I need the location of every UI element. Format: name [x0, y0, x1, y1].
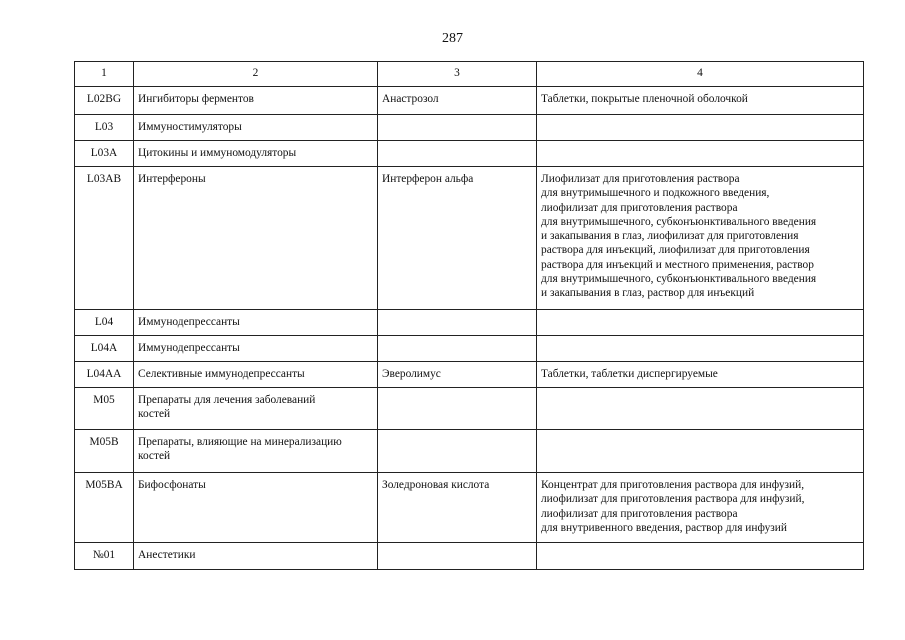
dosage-forms-cell — [537, 388, 864, 430]
column-number-2: 2 — [134, 62, 378, 87]
substance-cell — [378, 336, 537, 362]
dosage-forms-cell — [537, 430, 864, 473]
atc-code-cell: M05 — [75, 388, 134, 430]
substance-cell: Эверолимус — [378, 362, 537, 388]
group-name-cell: Селективные иммунодепрессанты — [134, 362, 378, 388]
substance-cell — [378, 388, 537, 430]
group-name-cell: Препараты для лечения заболеваний костей — [134, 388, 378, 430]
group-name-cell: Иммунодепрессанты — [134, 310, 378, 336]
table-header-row — [75, 62, 864, 87]
dosage-forms-cell — [537, 310, 864, 336]
dosage-forms-cell — [537, 543, 864, 570]
group-name-cell: Иммунодепрессанты — [134, 336, 378, 362]
table-row — [75, 362, 864, 388]
dosage-forms-cell — [537, 141, 864, 167]
table-row — [75, 473, 864, 543]
substance-cell — [378, 310, 537, 336]
substance-cell: Интерферон альфа — [378, 167, 537, 310]
table-row — [75, 167, 864, 310]
atc-code-cell: L04A — [75, 336, 134, 362]
substance-cell — [378, 141, 537, 167]
group-name-cell: Ингибиторы ферментов — [134, 87, 378, 115]
column-number-1: 1 — [75, 62, 134, 87]
dosage-forms-cell: Лиофилизат для приготовления раствора для внутримышечного и подкожного введения, лиофилизат для приготовления раствора для внутримышечного, субконъюнктивального введения и закапывания в глаз, лиофилизат для приготовления раствора для инъекций, лиофилизат для приготовления раствора для инъекций и местного применения, раствор для внутримышечного, субконъюнктивального введения и закапывания в глаз, раствор для инъекций — [537, 167, 864, 310]
dosage-forms-cell: Таблетки, покрытые пленочной оболочкой — [537, 87, 864, 115]
atc-code-cell: L02BG — [75, 87, 134, 115]
substance-cell: Золедроновая кислота — [378, 473, 537, 543]
dosage-forms-cell: Концентрат для приготовления раствора для инфузий, лиофилизат для приготовления раствора для инфузий, лиофилизат для приготовления раствора для внутривенного введения, раствор для инфузий — [537, 473, 864, 543]
dosage-forms-cell — [537, 336, 864, 362]
table-row — [75, 388, 864, 430]
table-row — [75, 336, 864, 362]
dosage-forms-cell: Таблетки, таблетки диспергируемые — [537, 362, 864, 388]
group-name-cell: Иммуностимуляторы — [134, 115, 378, 141]
atc-code-cell: L04AA — [75, 362, 134, 388]
page-number: 287 — [442, 31, 463, 46]
group-name-cell: Препараты, влияющие на минерализацию костей — [134, 430, 378, 473]
atc-code-cell: L03 — [75, 115, 134, 141]
atc-code-cell: №01 — [75, 543, 134, 570]
dosage-forms-cell — [537, 115, 864, 141]
table-row — [75, 87, 864, 115]
substance-cell — [378, 430, 537, 473]
atc-code-cell: L03A — [75, 141, 134, 167]
group-name-cell: Интерфероны — [134, 167, 378, 310]
table-row — [75, 543, 864, 570]
substance-cell — [378, 543, 537, 570]
table-row — [75, 115, 864, 141]
substance-cell — [378, 115, 537, 141]
group-name-cell: Цитокины и иммуномодуляторы — [134, 141, 378, 167]
atc-code-cell: M05B — [75, 430, 134, 473]
table-row — [75, 141, 864, 167]
drug-classification-table — [74, 61, 864, 570]
atc-code-cell: L04 — [75, 310, 134, 336]
table-row — [75, 310, 864, 336]
substance-cell: Анастрозол — [378, 87, 537, 115]
atc-code-cell: L03AB — [75, 167, 134, 310]
group-name-cell: Анестетики — [134, 543, 378, 570]
column-number-3: 3 — [378, 62, 537, 87]
atc-code-cell: M05BA — [75, 473, 134, 543]
column-number-4: 4 — [537, 62, 864, 87]
table-row — [75, 430, 864, 473]
group-name-cell: Бифосфонаты — [134, 473, 378, 543]
